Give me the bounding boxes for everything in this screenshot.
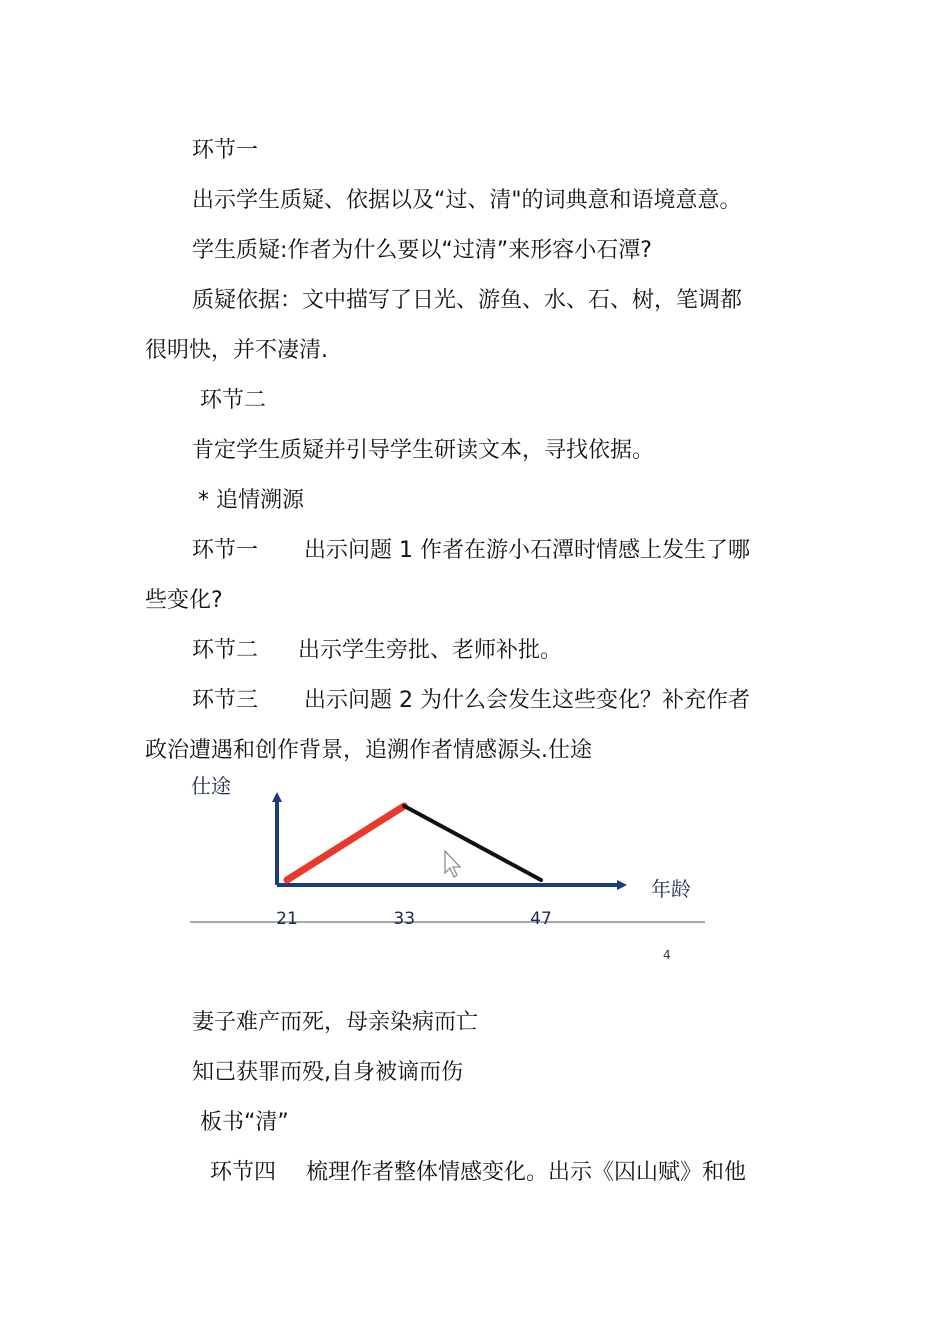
- page-mark: 4: [663, 948, 671, 962]
- section-text: 出示问题 1 作者在游小石潭时情感上发生了哪: [304, 538, 751, 563]
- cursor-icon: [445, 851, 460, 877]
- text-line: [192, 686, 750, 716]
- series-line-2: [404, 806, 541, 880]
- x-tick-label: 21: [276, 909, 298, 929]
- text-line: 妻子难产而死，母亲染病而亡: [192, 1010, 479, 1035]
- text-line: 些变化?: [145, 588, 223, 613]
- text-line: 很明快，并不凄清.: [145, 338, 328, 363]
- text-line: 环节一: [192, 138, 259, 163]
- text-line: [210, 1158, 746, 1188]
- series-line-1: [287, 806, 404, 880]
- text-line: 环节二: [200, 388, 267, 413]
- text-line: 出示学生质疑、依据以及“过、清"的词典意和语境意意。: [192, 188, 742, 213]
- section-label: 环节二: [192, 638, 259, 663]
- text-line: * 追情溯源: [198, 488, 304, 513]
- x-axis-label: 年龄: [651, 877, 691, 901]
- section-label: 环节一: [192, 538, 259, 563]
- text-line: 质疑依据：文中描写了日光、游鱼、水、石、树，笔调都: [192, 288, 743, 313]
- section-text: 梳理作者整体情感变化。出示《囚山赋》和他: [306, 1160, 747, 1185]
- text-line: 知己获罪而殁,自身被谪而伤: [192, 1060, 463, 1085]
- career-age-chart: [185, 768, 710, 988]
- text-line: 肯定学生质疑并引导学生研读文本，寻找依据。: [192, 438, 655, 463]
- x-tick-label: 47: [530, 909, 552, 929]
- text-line: 学生质疑:作者为什么要以“过清”来形容小石潭?: [192, 238, 652, 263]
- section-text: 出示学生旁批、老师补批。: [298, 638, 563, 663]
- text-line: 板书“清”: [200, 1110, 289, 1135]
- y-axis-label: 仕途: [191, 774, 231, 798]
- x-tick-label: 33: [393, 909, 416, 929]
- text-line: [192, 536, 750, 566]
- section-label: 环节四: [210, 1160, 277, 1185]
- text-line: 政治遭遇和创作背景，追溯作者情感源头.仕途: [145, 738, 592, 763]
- section-label: 环节三: [192, 688, 259, 713]
- section-text: 出示问题 2 为什么会发生这些变化？补充作者: [304, 688, 751, 713]
- text-line: [192, 636, 562, 666]
